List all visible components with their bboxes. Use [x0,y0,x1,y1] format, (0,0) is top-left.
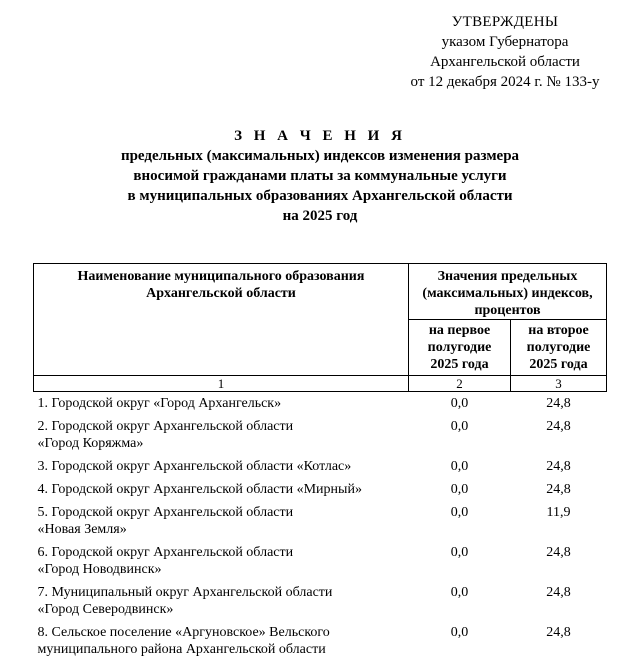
approval-line: Архангельской области [430,54,580,70]
column-number-row [34,376,607,392]
approval-line: указом Губернатора [441,34,569,50]
heading-line: вносимой гражданами платы за коммунальные услуги [133,168,507,184]
approval-title: УТВЕРЖДЕНЫ [451,14,559,30]
value-second-half: 24,8 [546,396,571,411]
table-row [34,415,607,455]
heading-line: в муниципальных образованиях Архангельской области [127,188,513,204]
value-first-half: 0,0 [450,545,469,560]
value-first-half: 0,0 [450,585,469,600]
table-row [34,455,607,478]
index-values-table [33,263,607,661]
value-second-half: 24,8 [546,459,571,474]
table-row [34,541,607,581]
municipality-name: 4. Городской округ Архангельской области «Мирный» [37,482,362,497]
value-second-half: 11,9 [546,505,571,520]
header-second-half: на второе полугодие 2025 года [511,320,607,376]
table-row [34,478,607,501]
table-row [34,501,607,541]
header-index-values: Значения предельных (максимальных) индексов, процентов [409,264,607,320]
approval-stamp [380,12,630,92]
header-municipality: Наименование муниципального образования Архангельской области [34,264,409,376]
value-first-half: 0,0 [450,419,469,434]
value-second-half: 24,8 [546,419,571,434]
approval-date-line: от 12 декабря 2024 г. № 133-у [410,74,600,90]
municipality-name: 8. Сельское поселение «Аргуновское» Вельского муниципального района Архангельской области [37,625,330,657]
value-second-half: 24,8 [546,545,571,560]
value-first-half: 0,0 [450,459,469,474]
column-number: 3 [511,376,607,392]
column-number: 2 [409,376,511,392]
heading-line: на 2025 год [282,208,358,224]
heading-line: предельных (максимальных) индексов изменения размера [120,148,520,164]
value-second-half: 24,8 [546,482,571,497]
municipality-name: 5. Городской округ Архангельской области «Новая Земля» [37,505,294,537]
value-first-half: 0,0 [450,396,469,411]
value-second-half: 24,8 [546,585,571,600]
table-row [34,581,607,621]
municipality-name: 1. Городской округ «Город Архангельск» [37,396,282,411]
heading-title: З Н А Ч Е Н И Я [234,128,406,144]
municipality-name: 3. Городской округ Архангельской области «Котлас» [37,459,352,474]
table-row [34,392,607,416]
municipality-name: 6. Городской округ Архангельской области «Город Новодвинск» [37,545,294,577]
table-header-row [34,264,607,320]
value-first-half: 0,0 [450,625,469,640]
document-heading [60,126,580,226]
value-second-half: 24,8 [546,625,571,640]
value-first-half: 0,0 [450,505,469,520]
column-number: 1 [34,376,409,392]
table-row [34,621,607,661]
header-first-half: на первое полугодие 2025 года [409,320,511,376]
value-first-half: 0,0 [450,482,469,497]
municipality-name: 7. Муниципальный округ Архангельской области «Город Северодвинск» [37,585,333,617]
municipality-name: 2. Городской округ Архангельской области «Город Коряжма» [37,419,294,451]
